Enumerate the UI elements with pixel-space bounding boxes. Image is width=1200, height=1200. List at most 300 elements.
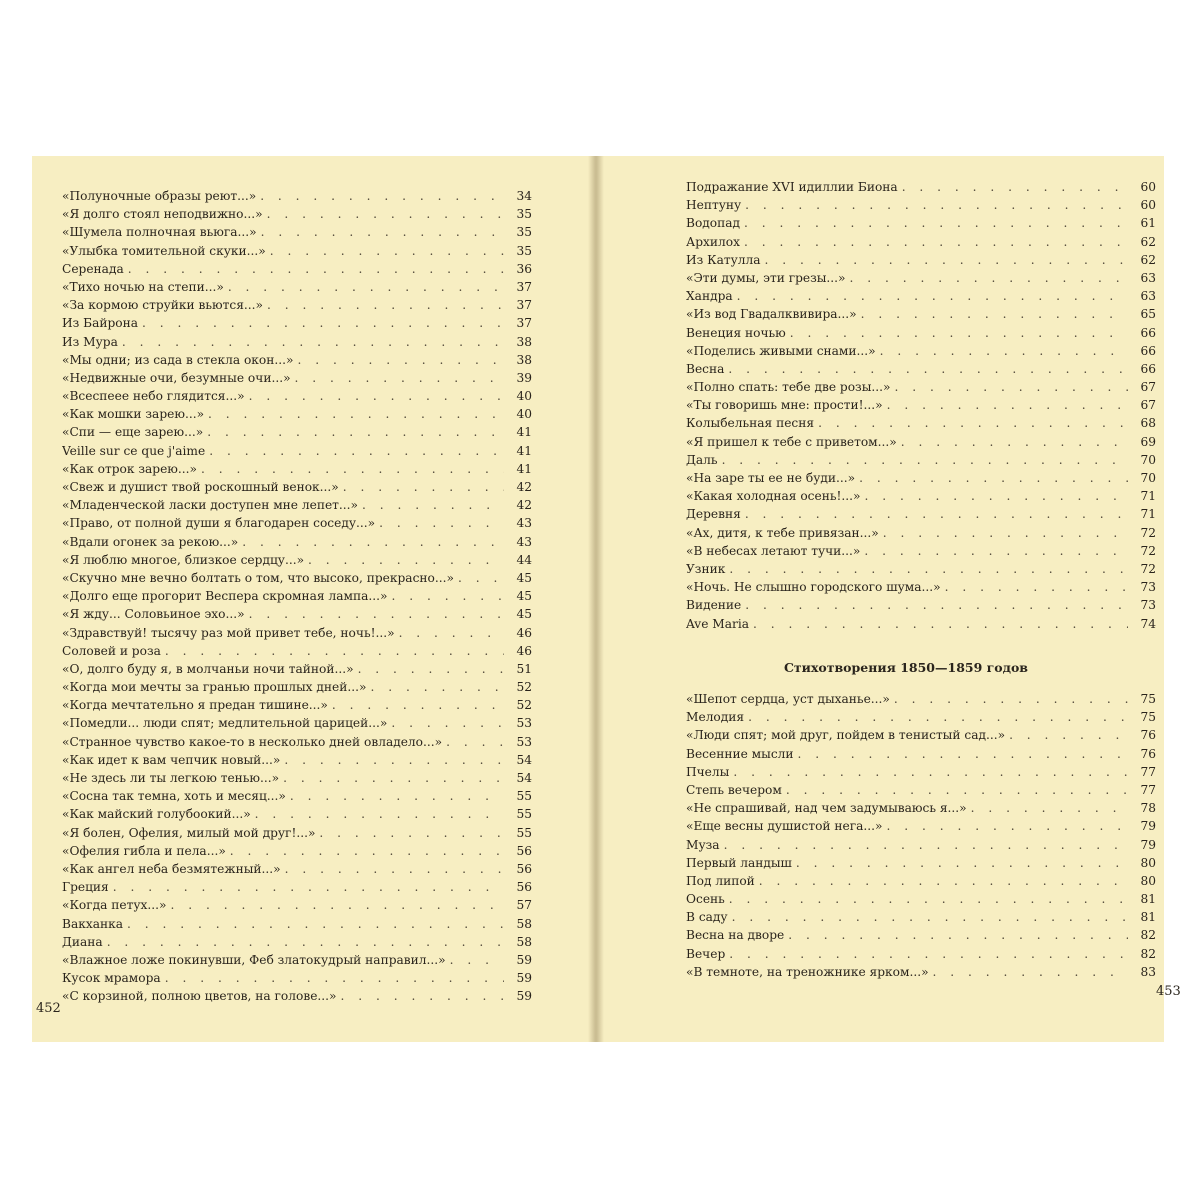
dot-leader — [798, 745, 1128, 763]
toc-entry — [686, 196, 1156, 214]
page-number-left: 452 — [36, 1001, 61, 1016]
toc-entry-title: «Улыбка томительной скуки...» — [62, 243, 266, 258]
toc-entry — [62, 987, 532, 1005]
toc-entry-title: Муза — [686, 837, 720, 852]
dot-leader — [788, 926, 1128, 944]
toc-entry — [686, 836, 1156, 854]
toc-entry — [686, 378, 1156, 396]
toc-entry-title: «Какая холодная осень!...» — [686, 489, 861, 504]
toc-entry-title: «Влажное ложе покинувши, Феб златокудрый направил...» — [62, 952, 446, 967]
toc-entry — [686, 578, 1156, 596]
dot-leader — [261, 223, 504, 241]
dot-leader — [285, 860, 504, 878]
toc-entry-title: «С корзиной, полною цветов, на голове...» — [62, 989, 337, 1004]
toc-entry — [686, 708, 1156, 726]
toc-entry-title: «Я долго стоял неподвижно...» — [62, 207, 263, 222]
dot-leader — [745, 596, 1128, 614]
toc-entry — [62, 223, 532, 241]
toc-entry — [686, 451, 1156, 469]
toc-entry — [62, 260, 532, 278]
toc-entry-page: 63 — [1140, 289, 1156, 304]
toc-entry — [62, 696, 532, 714]
dot-leader — [786, 781, 1128, 799]
toc-entry-title: Вакханка — [62, 916, 123, 931]
toc-entry-title: В саду — [686, 910, 728, 925]
dot-leader — [340, 987, 504, 1005]
toc-entry-title: «Когда петух...» — [62, 898, 167, 913]
toc-entry-page: 45 — [516, 607, 532, 622]
toc-entry — [62, 205, 532, 223]
toc-entry-page: 59 — [516, 971, 532, 986]
dot-leader — [370, 678, 504, 696]
toc-entry-page: 36 — [516, 261, 532, 276]
toc-entry — [686, 524, 1156, 542]
toc-entry-title: Из Катулла — [686, 252, 761, 267]
dot-leader — [883, 524, 1128, 542]
toc-entry-page: 52 — [516, 680, 532, 695]
toc-entry — [686, 908, 1156, 926]
toc-entry-page: 61 — [1140, 216, 1156, 231]
toc-list-right-section — [686, 690, 1156, 981]
toc-entry-title: «Полуночные образы реют...» — [62, 189, 257, 203]
toc-entry-page: 37 — [516, 279, 532, 294]
dot-leader — [745, 505, 1128, 523]
toc-entry — [686, 233, 1156, 251]
toc-entry — [686, 963, 1156, 981]
dot-leader — [1009, 726, 1128, 744]
toc-entry — [62, 787, 532, 805]
toc-entry — [62, 860, 532, 878]
toc-entry-page: 77 — [1140, 782, 1156, 797]
dot-leader — [450, 951, 504, 969]
dot-leader — [790, 324, 1128, 342]
toc-list-right — [686, 178, 1156, 633]
dot-leader — [295, 369, 504, 387]
toc-entry-title: «Шумела полночная вьюга...» — [62, 225, 257, 240]
dot-leader — [208, 405, 504, 423]
toc-entry — [686, 726, 1156, 744]
toc-entry-page: 59 — [516, 989, 532, 1004]
toc-entry-page: 40 — [516, 389, 532, 404]
toc-entry — [686, 560, 1156, 578]
toc-entry-page: 45 — [516, 589, 532, 604]
toc-entry — [686, 745, 1156, 763]
dot-leader — [170, 896, 504, 914]
toc-entry-page: 56 — [516, 880, 532, 895]
dot-leader — [201, 460, 504, 478]
toc-entry-page: 63 — [1140, 270, 1156, 285]
toc-entry — [686, 817, 1156, 835]
toc-entry-page: 59 — [516, 952, 532, 967]
dot-leader — [729, 890, 1128, 908]
toc-entry-page: 56 — [516, 843, 532, 858]
toc-entry-title: Хандра — [686, 289, 733, 304]
toc-entry-title: «Ах, дитя, к тебе привязан...» — [686, 525, 879, 540]
toc-entry-page: 77 — [1140, 764, 1156, 779]
toc-entry-page: 81 — [1140, 892, 1156, 907]
toc-entry-title: Veille sur ce que j'aime — [62, 443, 206, 458]
dot-leader — [971, 799, 1128, 817]
toc-entry — [62, 733, 532, 751]
toc-entry-page: 62 — [1140, 252, 1156, 267]
toc-entry-page: 42 — [516, 480, 532, 494]
toc-entry-page: 66 — [1140, 361, 1156, 376]
toc-entry — [62, 915, 532, 933]
toc-entry-page: 66 — [1140, 325, 1156, 340]
right-page — [596, 156, 1181, 1042]
dot-leader — [880, 342, 1128, 360]
dot-leader — [297, 351, 504, 369]
toc-entry-title: Из Байрона — [62, 316, 139, 331]
toc-entry-title: Архилох — [686, 234, 740, 249]
dot-leader — [458, 569, 504, 587]
dot-leader — [733, 763, 1128, 781]
toc-entry-title: «Когда мои мечты за гранью прошлых дней...» — [62, 680, 367, 695]
toc-entry-title: «Помедли... люди спят; медлительной царицей...» — [62, 716, 388, 731]
toc-entry-page: 83 — [1140, 964, 1156, 979]
dot-leader — [308, 551, 504, 569]
toc-entry-page: 54 — [516, 752, 532, 767]
toc-entry — [686, 872, 1156, 890]
toc-entry — [62, 442, 532, 460]
dot-leader — [379, 514, 504, 532]
toc-entry-title: «Еще весны душистой нега...» — [686, 819, 883, 834]
toc-entry-page: 55 — [516, 825, 532, 840]
dot-leader — [249, 605, 504, 623]
toc-entry — [62, 642, 532, 660]
dot-leader — [270, 242, 504, 260]
dot-leader — [283, 769, 504, 787]
toc-entry-page: 35 — [516, 225, 532, 240]
toc-entry — [62, 423, 532, 441]
toc-entry-title: Даль — [686, 452, 718, 467]
toc-entry — [62, 678, 532, 696]
toc-entry — [62, 605, 532, 623]
toc-entry — [62, 533, 532, 551]
toc-entry-page: 34 — [516, 189, 532, 203]
toc-entry-page: 43 — [516, 516, 532, 531]
toc-entry-page: 41 — [516, 425, 532, 440]
toc-entry-title: Видение — [686, 598, 742, 613]
toc-entry-title: Серенада — [62, 261, 124, 276]
dot-leader — [737, 287, 1128, 305]
toc-entry — [62, 333, 532, 351]
toc-entry — [62, 624, 532, 642]
dot-leader — [446, 733, 504, 751]
toc-entry — [686, 360, 1156, 378]
dot-leader — [343, 478, 504, 496]
toc-entry-page: 60 — [1140, 180, 1156, 194]
dot-leader — [745, 196, 1128, 214]
toc-entry-page: 76 — [1140, 728, 1156, 743]
toc-entry-page: 68 — [1140, 416, 1156, 431]
toc-entry-title: «Когда мечтательно я предан тишине...» — [62, 698, 328, 713]
toc-entry-page: 37 — [516, 298, 532, 313]
toc-entry-title: Диана — [62, 934, 103, 949]
toc-entry-title: «Шепот сердца, уст дыханье...» — [686, 692, 890, 706]
toc-entry-title: Весна на дворе — [686, 928, 785, 943]
toc-entry-title: «Поделись живыми снами...» — [686, 343, 876, 358]
toc-entry-title: «Странное чувство какое-то в несколько дней овладело...» — [62, 734, 443, 749]
dot-leader — [724, 836, 1128, 854]
dot-leader — [902, 178, 1128, 196]
toc-entry-page: 54 — [516, 771, 532, 785]
toc-entry-title: «О, долго буду я, в молчаньи ночи тайной...» — [62, 661, 354, 676]
toc-entry — [62, 551, 532, 569]
toc-entry-title: Соловей и роза — [62, 643, 161, 658]
toc-entry — [686, 342, 1156, 360]
page-number-right: 453 — [1156, 984, 1181, 999]
dot-leader — [255, 805, 504, 823]
dot-leader — [796, 854, 1128, 872]
dot-leader — [209, 442, 504, 460]
toc-entry-page: 53 — [516, 716, 532, 731]
toc-entry — [686, 433, 1156, 451]
toc-entry-page: 82 — [1140, 928, 1156, 943]
dot-leader — [165, 642, 504, 660]
toc-entry — [62, 751, 532, 769]
toc-entry — [62, 314, 532, 332]
dot-leader — [165, 969, 504, 987]
toc-entry — [62, 660, 532, 678]
toc-entry — [686, 615, 1156, 633]
dot-leader — [399, 624, 504, 642]
toc-entry-title: «Спи — еще зарею...» — [62, 425, 204, 440]
dot-leader — [722, 451, 1128, 469]
dot-leader — [260, 187, 504, 205]
toc-entry-title: «Как идет к вам чепчик новый...» — [62, 752, 281, 767]
toc-entry — [686, 763, 1156, 781]
dot-leader — [242, 533, 504, 551]
dot-leader — [887, 396, 1128, 414]
toc-entry-title: Степь вечером — [686, 782, 782, 797]
toc-entry — [62, 369, 532, 387]
toc-entry-title: «Я болен, Офелия, милый мой друг!...» — [62, 825, 316, 840]
toc-entry-page: 45 — [516, 570, 532, 585]
dot-leader — [753, 615, 1128, 633]
toc-entry-page: 35 — [516, 243, 532, 258]
toc-entry — [62, 969, 532, 987]
toc-entry-title: «Я люблю многое, близкое сердцу...» — [62, 552, 305, 567]
toc-entry — [686, 890, 1156, 908]
toc-entry-page: 62 — [1140, 234, 1156, 249]
toc-entry — [62, 460, 532, 478]
toc-entry — [62, 296, 532, 314]
toc-entry-title: Водопад — [686, 216, 741, 231]
dot-leader — [122, 333, 504, 351]
toc-entry-title: «Офелия гибла и пела...» — [62, 843, 226, 858]
toc-entry — [686, 251, 1156, 269]
toc-entry — [62, 714, 532, 732]
toc-entry-page: 73 — [1140, 598, 1156, 613]
toc-entry — [686, 542, 1156, 560]
toc-entry-page: 80 — [1140, 873, 1156, 888]
toc-entry-title: «Здравствуй! тысячу раз мой привет тебе, ночь!...» — [62, 625, 395, 640]
dot-leader — [319, 824, 504, 842]
toc-entry — [62, 805, 532, 823]
dot-leader — [886, 817, 1128, 835]
toc-entry-title: «Тихо ночью на степи...» — [62, 279, 224, 294]
dot-leader — [391, 714, 504, 732]
toc-entry-page: 82 — [1140, 946, 1156, 961]
toc-entry-title: Кусок мрамора — [62, 971, 161, 986]
toc-entry-page: 71 — [1140, 489, 1156, 504]
toc-entry-page: 71 — [1140, 507, 1156, 522]
toc-entry-page: 43 — [516, 534, 532, 549]
dot-leader — [759, 872, 1128, 890]
toc-entry-title: «За кормою струйки вьются...» — [62, 298, 263, 313]
toc-entry-page: 65 — [1140, 307, 1156, 322]
toc-entry-page: 72 — [1140, 561, 1156, 576]
toc-entry-title: «Как ангел неба безмятежный...» — [62, 861, 281, 876]
toc-entry — [686, 854, 1156, 872]
toc-entry-page: 41 — [516, 443, 532, 458]
toc-entry-title: «Право, от полной души я благодарен соседу...» — [62, 516, 376, 531]
toc-entry-page: 58 — [516, 916, 532, 931]
toc-entry-page: 40 — [516, 407, 532, 422]
toc-entry-title: Осень — [686, 892, 725, 907]
toc-entry-page: 76 — [1140, 746, 1156, 761]
toc-entry-page: 37 — [516, 316, 532, 331]
dot-leader — [945, 578, 1128, 596]
toc-entry-title: «Свеж и душист твой роскошный венок...» — [62, 480, 339, 494]
toc-entry-title: Деревня — [686, 507, 741, 522]
toc-entry — [686, 945, 1156, 963]
toc-entry-page: 39 — [516, 370, 532, 385]
toc-entry-title: Узник — [686, 561, 726, 576]
toc-entry-page: 75 — [1140, 710, 1156, 725]
toc-entry-title: «Люди спят; мой друг, пойдем в тенистый сад...» — [686, 728, 1006, 743]
toc-entry-page: 56 — [516, 861, 532, 876]
toc-entry — [62, 478, 532, 496]
dot-leader — [729, 945, 1128, 963]
toc-entry-title: Вечер — [686, 946, 726, 961]
toc-entry-page: 74 — [1140, 616, 1156, 631]
toc-entry-page: 78 — [1140, 801, 1156, 816]
dot-leader — [850, 269, 1128, 287]
toc-entry-title: «Как мошки зарею...» — [62, 407, 205, 422]
toc-entry-page: 58 — [516, 934, 532, 949]
toc-entry-title: «В темноте, на треножнике ярком...» — [686, 964, 929, 979]
toc-entry — [62, 842, 532, 860]
toc-entry-title: «Из вод Гвадалквивира...» — [686, 307, 857, 322]
toc-entry-page: 52 — [516, 698, 532, 713]
toc-entry-title: «Младенческой ласки доступен мне лепет...» — [62, 498, 358, 513]
toc-entry — [62, 896, 532, 914]
toc-entry — [62, 187, 532, 205]
toc-entry-title: Под липой — [686, 873, 755, 888]
toc-entry-page: 70 — [1140, 471, 1156, 485]
toc-entry-title: Греция — [62, 880, 109, 895]
toc-entry-title: Весенние мысли — [686, 746, 794, 761]
dot-leader — [859, 469, 1128, 487]
dot-leader — [228, 278, 504, 296]
dot-leader — [744, 214, 1128, 232]
toc-entry — [686, 324, 1156, 342]
toc-entry — [686, 269, 1156, 287]
toc-entry-page: 53 — [516, 734, 532, 749]
toc-entry-title: «Ночь. Не слышно городского шума...» — [686, 580, 941, 595]
toc-entry-page: 55 — [516, 807, 532, 822]
toc-entry — [686, 469, 1156, 487]
toc-entry-title: «Всеспеее небо глядится...» — [62, 389, 245, 404]
toc-entry-title: «Сосна так темна, хоть и месяц...» — [62, 789, 286, 804]
toc-entry-title: Мелодия — [686, 710, 745, 725]
toc-entry-page: 35 — [516, 207, 532, 222]
toc-entry-page: 66 — [1140, 343, 1156, 358]
toc-entry — [686, 487, 1156, 505]
toc-entry-title: «Как отрок зарею...» — [62, 461, 197, 476]
toc-entry — [686, 781, 1156, 799]
toc-entry-page: 38 — [516, 334, 532, 349]
toc-entry-title: «Не здесь ли ты легкою тенью...» — [62, 771, 280, 785]
toc-entry — [686, 505, 1156, 523]
toc-entry-title: «Скучно мне вечно болтать о том, что высоко, прекрасно...» — [62, 570, 454, 585]
dot-leader — [207, 423, 504, 441]
dot-leader — [290, 787, 504, 805]
toc-entry — [686, 305, 1156, 323]
toc-entry-page: 55 — [516, 789, 532, 804]
toc-entry-page: 67 — [1140, 398, 1156, 413]
toc-entry-page: 38 — [516, 352, 532, 367]
toc-entry-page: 46 — [516, 625, 532, 640]
left-page — [32, 156, 596, 1042]
book-spread — [32, 156, 1181, 1042]
toc-entry-title: «Недвижные очи, безумные очи...» — [62, 370, 291, 385]
dot-leader — [128, 260, 504, 278]
dot-leader — [732, 908, 1128, 926]
toc-entry-title: «Эти думы, эти грезы...» — [686, 270, 846, 285]
toc-entry — [62, 569, 532, 587]
toc-entry — [62, 387, 532, 405]
toc-entry-title: «Не спрашивай, над чем задумываюсь я...» — [686, 801, 967, 816]
toc-entry-page: 57 — [516, 898, 532, 913]
toc-entry-page: 79 — [1140, 837, 1156, 852]
dot-leader — [230, 842, 504, 860]
dot-leader — [864, 542, 1128, 560]
toc-entry-page: 51 — [516, 661, 532, 676]
toc-entry-page: 41 — [516, 461, 532, 476]
toc-entry-page: 42 — [516, 498, 532, 513]
dot-leader — [267, 205, 504, 223]
toc-entry — [686, 214, 1156, 232]
toc-entry-title: Пчелы — [686, 764, 730, 779]
dot-leader — [864, 487, 1128, 505]
toc-entry-title: «Мы одни; из сада в стекла окон...» — [62, 352, 294, 367]
dot-leader — [362, 496, 504, 514]
dot-leader — [107, 933, 504, 951]
toc-entry — [686, 690, 1156, 708]
toc-entry-title: «Ты говоришь мне: прости!...» — [686, 398, 883, 413]
toc-entry-page: 60 — [1140, 198, 1156, 213]
toc-entry — [62, 587, 532, 605]
dot-leader — [249, 387, 504, 405]
toc-entry-title: Колыбельная песня — [686, 416, 815, 431]
toc-entry — [686, 596, 1156, 614]
toc-entry-page: 67 — [1140, 380, 1156, 395]
toc-entry-page: 69 — [1140, 434, 1156, 449]
toc-entry — [686, 396, 1156, 414]
toc-entry-title: Нептуну — [686, 198, 742, 213]
dot-leader — [113, 878, 504, 896]
dot-leader — [358, 660, 504, 678]
dot-leader — [894, 690, 1128, 708]
toc-entry — [62, 951, 532, 969]
toc-entry-page: 75 — [1140, 692, 1156, 706]
dot-leader — [861, 305, 1128, 323]
toc-entry-page: 72 — [1140, 525, 1156, 540]
toc-entry — [62, 351, 532, 369]
